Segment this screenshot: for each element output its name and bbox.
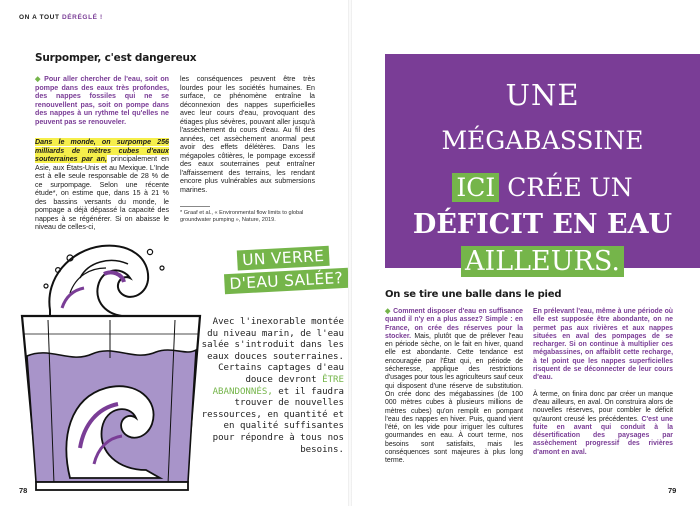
right-column-1 (385, 308, 523, 466)
banner-line-2: D'EAU SALÉE? (224, 268, 349, 294)
lead-text: Pour aller chercher de l'eau, soit on pompe dans des eaux très profondes, des nappes fossiles qui ne se renouvellent pas, soit on pompe dans des nappes à un rythme tel qu'elles ne peuvent pas se renouveler. (35, 75, 170, 126)
right-paragraph-2 (533, 391, 673, 457)
green-diamond-icon: ◆ (385, 308, 394, 315)
right-column-2 (533, 308, 673, 457)
running-head-label: ON A TOUT (19, 14, 62, 21)
green-diamond-icon: ◆ (35, 75, 45, 83)
headline-block (385, 54, 700, 277)
headline-line-5 (385, 246, 700, 277)
headline-tag-ailleurs: AILLEURS. (461, 246, 624, 277)
page-number: 78 (19, 486, 28, 495)
left-column-2 (180, 75, 315, 194)
section-title: Surpomper, c'est dangereux (35, 52, 197, 64)
glass-with-wave-illustration (10, 238, 215, 493)
body-text: À terme, on finira donc par créer un manque d'eau ailleurs, en aval. On construira alors de nouvelles réserves, pour combler le déficit qu'auront creusé les précédentes. (533, 390, 673, 423)
running-head (19, 14, 103, 21)
right-paragraph-1 (385, 308, 523, 466)
page-number-right: 79 (668, 486, 677, 495)
gutter (348, 0, 352, 506)
quote-text: Avec l'inexorable montée du niveau marin, de l'eau salée s'introduit dans les eaux douces souterraines. Certains captages d'eau douce devront (201, 317, 344, 385)
headline-line-4: DÉFICIT EN EAU (412, 209, 673, 240)
headline-tag-ici: ICI (452, 173, 499, 202)
headline-line-3 (385, 173, 700, 202)
running-head-emphasis: DÉRÉGLÉ ! (61, 14, 103, 21)
title-banner (223, 245, 349, 301)
lead-paragraph (35, 75, 169, 126)
banner-line-1: UN VERRE (237, 246, 330, 271)
highlighted-text: Dans le monde, on surpompe 256 milliards de mètres cubes d'eaux souterraines par an, (35, 138, 169, 163)
headline-line-1: UNE (505, 78, 580, 112)
lead-text-content: Comment disposer d'eau en suffisance quand il n'y en a plus assez? Simple : en France, on crée des réserves pour la stocker. (385, 308, 524, 340)
body-text: les conséquences peuvent être très lourdes pour les sociétés humaines. En surface, ce phénomène entraîne la déconnexion des nappes superficielles avec leur cours d'eau, provoquant des étiages plus sévères, pouvant aller jusqu'à l'assèchement du cours d'eau. Au fil des années, cet assèchement anormal peut avoir des effets délétères. Dans les mégapoles côtières, le pompage excessif des eaux souterraines peut entraîner l'affaissement des terrains, les rendant encore plus vulnérables aux submersions marines. (180, 75, 315, 194)
body-paragraph (35, 138, 169, 232)
body-text: Mais, plutôt que de prélever l'eau en période sèche, on le fait en hiver, quand elle est abondante. Cette tendance est encouragée par l'État qui, en période de sécheresse, applique des restrictions d'usages pour tous les agriculteurs sauf ceux qui disposent d'une réserve de substitution. On crée donc des mégabassines (de 100 000 mètres cubes à plusieurs millions de mètres cubes) qu'on remplit en pompant l'eau des nappes en hiver. Puis, quand vient l'été, on les vide pour irriguer les cultures gourmandes en eau. À court terme, nos besoins sont satisfaits, mais les conséquences sont majeures à plus long terme. (385, 332, 523, 465)
body-text: principalement en Asie, aux États-Unis et au Mexique. L'Inde est à elle seule responsable de 28 % de ce surpompage. Selon une récente étude*, on estime que, dans 15 à 21 % des bassins versants du monde, le pompage a déjà dépassé la capacité des nappes à se régénérer. Si on abaisse le niveau de celles-ci, (35, 155, 169, 231)
footnote-rule (180, 206, 210, 207)
quote-emphasis: ÊTRE ABANDONNÉS, (212, 374, 344, 397)
lead-text-2: C'est une fuite en avant qui conduit à la désertification des paysages par assèchement progressif des rivières d'amont en aval. (533, 415, 673, 456)
headline-line-3-rest: CRÉE UN (499, 173, 633, 202)
footnote: * Graaf et al., « Environmental flow limits to global groundwater pumping », Nature, 2019. (180, 210, 304, 223)
quote-text-end: et il faudra trouver de nouvelles ressources, en quantité et en qualité suffisantes pour répondre à tous nos besoins. (201, 386, 344, 455)
pull-quote (200, 317, 344, 456)
lead-text: En prélevant l'eau, même à une période où elle est supposée être abondante, on ne permet pas aux rivières et aux nappes situées en aval des pompages de se recharger. Si on continue à multiplier ces mégabassines, on affaiblit cette recharge, à tel point que les nappes superficielles risquent de se déconnecter de leur cours d'eau. (533, 308, 673, 382)
headline-line-2: MÉGABASSINE (441, 126, 644, 155)
left-column-1 (35, 75, 169, 232)
right-section-title: On se tire une balle dans le pied (385, 289, 562, 300)
